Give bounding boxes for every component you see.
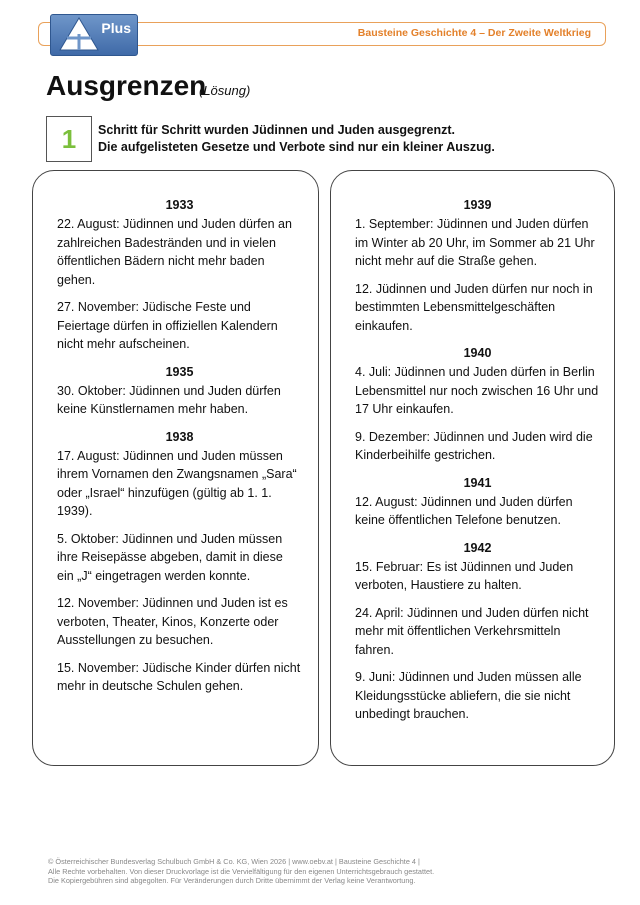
- task-line-2: Die aufgelisteten Gesetze und Verbote sind nur ein kleiner Auszug.: [98, 140, 495, 154]
- page-title: Ausgrenzen: [46, 70, 207, 101]
- timeline-entry: 27. November: Jüdische Feste und Feiertage dürfen in offiziellen Kalendern nicht mehr aufscheinen.: [57, 300, 278, 351]
- triangle-logo-icon: [57, 16, 107, 56]
- timeline-entry: 12. August: Jüdinnen und Juden dürfen keine öffentlichen Telefone benutzen.: [355, 494, 573, 527]
- timeline-entry: 9. Dezember: Jüdinnen und Juden wird die Kinderbeihilfe gestrichen.: [355, 429, 593, 462]
- footer-copyright: © Österreichischer Bundesverlag Schulbuch GmbH & Co. KG, Wien 2026 |: [48, 857, 293, 866]
- year-heading: 1941: [463, 475, 492, 490]
- timeline-entry: 1. September: Jüdinnen und Juden dürfen im Winter ab 20 Uhr, im Sommer ab 21 Uhr nicht mehr auf die Straße gehen.: [355, 217, 595, 268]
- timeline-entry: 12. November: Jüdinnen und Juden ist es verboten, Theater, Kinos, Konzerte oder Ausstellungen zu besuchen.: [57, 596, 288, 647]
- year-heading: 1935: [165, 364, 194, 379]
- task-number-box: [46, 116, 92, 162]
- timeline-entry: 12. Jüdinnen und Juden dürfen nur noch in bestimmten Lebensmittelgeschäften einkaufen.: [355, 281, 593, 333]
- timeline-entry: 9. Juni: Jüdinnen und Juden müssen alle Kleidungsstücke abliefern, die sie nicht unbedingt brauchen.: [355, 670, 582, 721]
- left-panel: [32, 170, 319, 766]
- right-panel: [330, 170, 615, 766]
- plus-logo: [50, 14, 138, 56]
- page-subtitle: (Lösung): [199, 83, 251, 98]
- task-number: 1: [61, 123, 77, 154]
- task-line-1: Schritt für Schritt wurden Jüdinnen und Juden ausgegrenzt.: [98, 123, 455, 137]
- timeline-entry: 24. April: Jüdinnen und Juden dürfen nicht mehr mit öffentlichen Verkehrsmitteln fahren.: [355, 605, 589, 657]
- copyright-footer: [48, 857, 608, 886]
- timeline-entry: 15. Februar: Es ist Jüdinnen und Juden verboten, Haustiere zu halten.: [355, 559, 574, 592]
- timeline-entry: 17. August: Jüdinnen und Juden müssen ihrem Vornamen den Zwangsnamen „Sara“ oder „Israel“ hinzufügen (gültig ab 1. 1. 1939).: [57, 448, 297, 518]
- timeline-entry: 5. Oktober: Jüdinnen und Juden müssen ihre Reisepässe abgeben, damit in diese ein „J“ eingetragen werden konnte.: [57, 531, 283, 583]
- year-heading: 1942: [463, 540, 492, 555]
- right-panel-content: [355, 196, 600, 733]
- logo-text: Plus: [101, 20, 131, 36]
- left-panel-content: [57, 196, 302, 705]
- footer-line-2: Alle Rechte vorbehalten. Von dieser Druckvorlage ist die Vervielfältigung für den eigenen Unterrichtsgebrauch gestattet.: [48, 866, 435, 876]
- publisher-link[interactable]: www.oebv.at: [292, 857, 333, 866]
- header-title: Bausteine Geschichte 4 – Der Zweite Weltkrieg: [357, 27, 591, 39]
- timeline-entry: 22. August: Jüdinnen und Juden dürfen an zahlreichen Badestränden und in vielen öffentlichen Bädern nicht mehr baden gehen.: [57, 217, 292, 287]
- timeline-entry: 15. November: Jüdische Kinder dürfen nicht mehr in deutsche Schulen gehen.: [57, 660, 301, 693]
- timeline-entry: 30. Oktober: Jüdinnen und Juden dürfen keine Künstlernamen mehr haben.: [57, 383, 281, 416]
- footer-book: | Bausteine Geschichte 4 |: [332, 857, 420, 866]
- year-heading: 1940: [463, 346, 492, 360]
- footer-line-1: [48, 857, 608, 867]
- year-heading: 1939: [463, 198, 492, 212]
- timeline-entry: 4. Juli: Jüdinnen und Juden dürfen in Berlin Lebensmittel nur noch zwischen 16 Uhr und 17 Uhr einkaufen.: [355, 365, 599, 416]
- year-heading: 1933: [165, 198, 194, 212]
- task-instructions: [98, 122, 598, 156]
- year-heading: 1938: [165, 429, 194, 444]
- footer-line-3: Die Kopiergebühren sind abgegolten. Für Veränderungen durch Dritte übernimmt der Verlag keine Verantwortung.: [48, 876, 416, 885]
